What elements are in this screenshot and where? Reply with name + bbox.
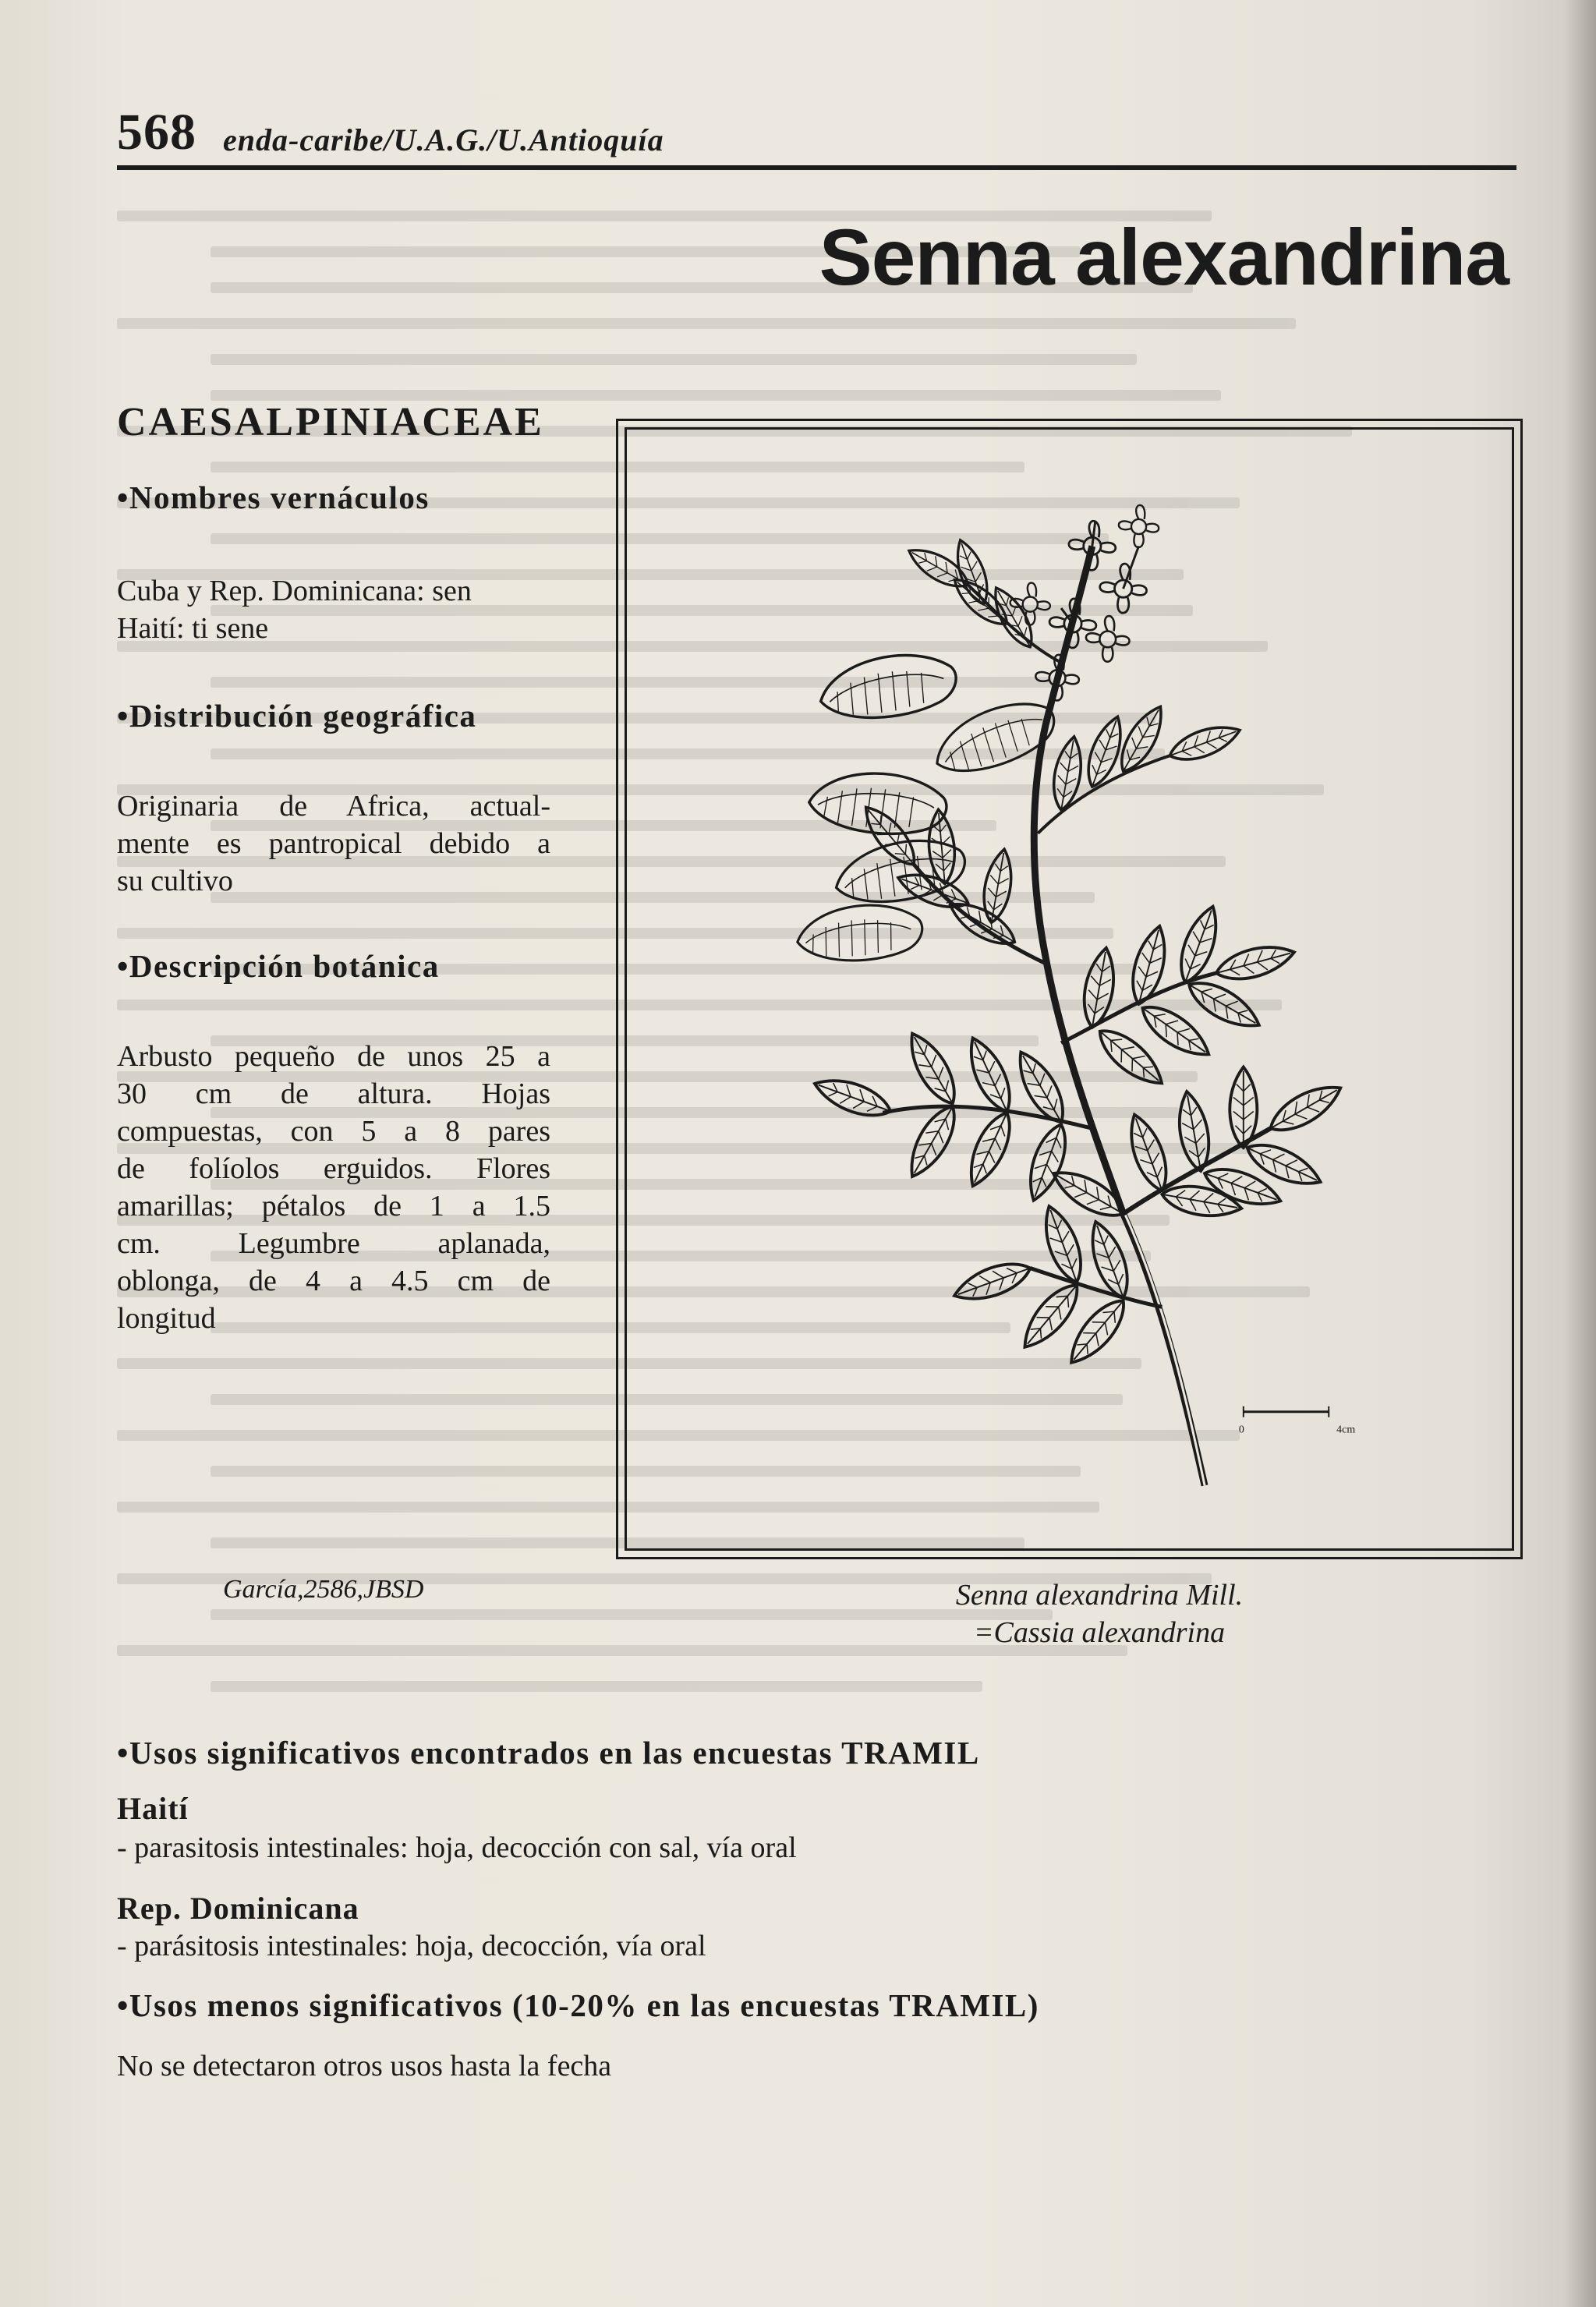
description-line: oblonga, de 4 a 4.5 cm de [117,1265,550,1297]
region-haiti: Haití [117,1791,189,1826]
use-haiti: - parasitosis intestinales: hoja, decocción con sal, vía oral [117,1831,797,1864]
vernacular-line: Cuba y Rep. Dominicana: sen [117,575,472,607]
vernacular-line: Haití: ti sene [117,612,269,645]
collector-reference: García,2586,JBSD [223,1575,424,1604]
distribution-line: Originaria de Africa, actual- [117,790,550,823]
caption-synonym: =Cassia alexandrina [973,1616,1226,1649]
description-text [117,1038,550,1337]
vernacular-heading: •Nombres vernáculos [117,479,430,515]
description-line: compuestas, con 5 a 8 pares [117,1115,550,1148]
figure-caption [850,1576,1349,1651]
region-rep-dominicana: Rep. Dominicana [117,1891,359,1926]
use-rep-dominicana: - parásitosis intestinales: hoja, decocción, vía oral [117,1930,706,1962]
vernacular-text [117,572,550,647]
page-edge-shadow [1565,0,1596,2307]
less-significant-uses-heading: •Usos menos significativos (10-20% en las encuestas TRAMIL) [117,1987,1039,2023]
distribution-text [117,787,550,900]
description-line: 30 cm de altura. Hojas [117,1077,550,1110]
species-title: Senna alexandrina [819,213,1509,302]
description-line: cm. Legumbre aplanada, [117,1227,550,1260]
caption-name: Senna alexandrina Mill. [955,1579,1244,1612]
family-name: CAESALPINIACEAE [117,400,544,444]
distribution-line: mente es pantropical debido a [117,827,550,860]
less-significant-uses-text: No se detectaron otros usos hasta la fecha [117,2050,612,2082]
page-number: 568 [117,104,196,161]
distribution-line: su cultivo [117,865,233,897]
scale-label-right: 4cm [1336,1424,1356,1436]
description-line: Arbusto pequeño de unos 25 a [117,1040,550,1073]
plant-drawing [627,430,1512,1548]
description-line: de folíolos erguidos. Flores [117,1152,550,1185]
page-header [117,103,1516,170]
distribution-heading: •Distribución geográfica [117,698,477,734]
botanical-illustration [625,427,1514,1551]
botanical-illustration-frame [616,419,1523,1559]
description-line: amarillas; pétalos de 1 a 1.5 [117,1190,550,1222]
scale-label-left: 0 [1238,1424,1244,1436]
running-title: enda-caribe/U.A.G./U.Antioquía [223,122,664,157]
description-heading: •Descripción botánica [117,948,440,984]
significant-uses-heading: •Usos significativos encontrados en las encuestas TRAMIL [117,1735,980,1771]
description-line: longitud [117,1302,216,1335]
